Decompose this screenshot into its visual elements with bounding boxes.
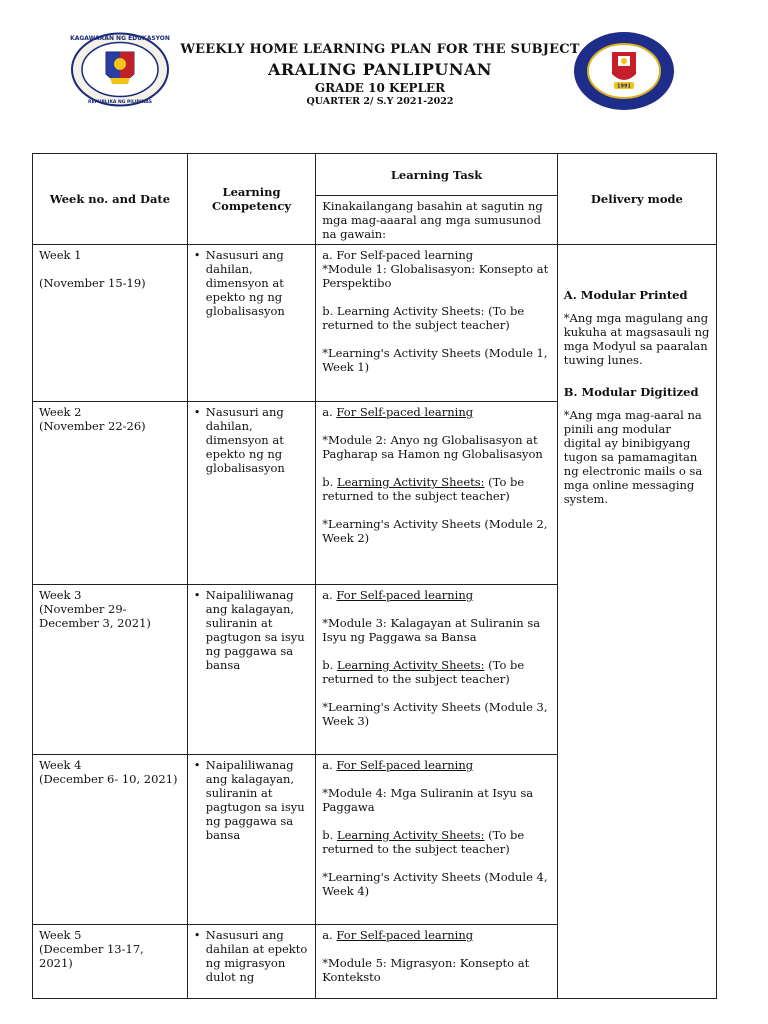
competency-cell [187,755,315,925]
modular-digitized-text: *Ang mga mag-aaral na pinili ang modular digital ay binibigyang tugon sa pamamagitan ng electronic mails o sa mga online messaging system. [563,408,703,506]
competency-cell [187,585,315,755]
self-paced-label: a. For Self-paced learning [322,248,474,262]
week-cell [33,245,188,402]
competency-text: Naipaliliwanag ang kalagayan, suliranin at pagtugon sa isyu ng paggawa sa bansa [205,758,305,842]
svg-text:REPUBLIKA NG PILIPINAS: REPUBLIKA NG PILIPINAS [87,100,153,105]
competency-text: Nasusuri ang dahilan at epekto ng migrasyon dulot ng [205,928,308,984]
week-date: (December 6- 10, 2021) [39,772,178,786]
bullet-icon: • [193,758,201,772]
self-paced-label: a. For Self-paced learning [322,588,474,602]
module-text: *Module 5: Migrasyon: Konsepto at Konteksto [322,956,530,984]
svg-text:1991: 1991 [617,83,631,90]
las-reference: *Learning's Activity Sheets (Module 4, Week 4) [322,870,548,898]
deped-seal-logo [70,32,170,107]
week-label: Week 2 [39,405,82,419]
las-label: b. Learning Activity Sheets: (To be returned to the subject teacher) [322,658,525,686]
task-cell [316,585,558,755]
week-label: Week 5 [39,928,82,942]
las-reference: *Learning's Activity Sheets (Module 1, Week 1) [322,346,548,374]
learning-plan-table [32,153,717,999]
competency-column-header: Learning Competency [187,154,315,245]
task-cell [316,402,558,585]
week-label: Week 4 [39,758,82,772]
week-date: (December 13-17, 2021) [39,942,144,970]
grade-section: GRADE 10 KEPLER [314,81,446,95]
week-column-header: Week no. and Date [33,154,188,245]
week-date: (November 29- December 3, 2021) [39,602,151,630]
modular-printed-title: A. Modular Printed [563,288,688,302]
week-label: Week 3 [39,588,82,602]
plan-title: WEEKLY HOME LEARNING PLAN FOR THE SUBJECT [180,42,580,57]
competency-text: Nasusuri ang dahilan, dimensyon at epekto ng ng globalisasyon [205,405,285,475]
bullet-icon: • [193,405,201,419]
competency-cell [187,245,315,402]
module-text: *Module 4: Mga Suliranin at Isyu sa Paggawa [322,786,534,814]
subject-title: ARALING PANLIPUNAN [267,60,492,79]
week-cell [33,585,188,755]
las-reference: *Learning's Activity Sheets (Module 2, Week 2) [322,517,548,545]
competency-text: Naipaliliwanag ang kalagayan, suliranin at pagtugon sa isyu ng paggawa sa bansa [205,588,305,672]
quarter-school-year: QUARTER 2/ S.Y 2021-2022 [306,96,454,107]
competency-text: Nasusuri ang dahilan, dimensyon at epekto ng ng globalisasyon [205,248,285,318]
week-cell [33,755,188,925]
modular-digitized-title: B. Modular Digitized [563,385,699,399]
document-header [0,0,768,140]
task-cell [316,925,558,999]
bullet-icon: • [193,928,201,942]
task-cell [316,245,558,402]
delivery-mode-cell [557,245,716,999]
week-cell [33,402,188,585]
las-label: b. Learning Activity Sheets: (To be returned to the subject teacher) [322,475,525,503]
las-label: b. Learning Activity Sheets: (To be returned to the subject teacher) [322,304,525,332]
week-cell [33,925,188,999]
self-paced-label: a. For Self-paced learning [322,928,474,942]
delivery-column-header: Delivery mode [557,154,716,245]
title-block [180,42,580,107]
task-instruction: Kinakailangang basahin at sagutin ng mga mag-aaaral ang mga sumusunod na gawain: [316,196,558,245]
task-column-header: Learning Task [316,154,558,196]
competency-cell [187,925,315,999]
bullet-icon: • [193,588,201,602]
school-seal-logo [572,30,676,112]
modular-printed-text: *Ang mga magulang ang kukuha at magsasauli ng mga Modyul sa paaralan tuwing lunes. [563,311,710,367]
module-text: *Module 2: Anyo ng Globalisasyon at Pagharap sa Hamon ng Globalisasyon [322,433,543,461]
module-text: *Module 3: Kalagayan at Suliranin sa Isyu ng Paggawa sa Bansa [322,616,541,644]
competency-cell [187,402,315,585]
las-reference: *Learning's Activity Sheets (Module 3, Week 3) [322,700,548,728]
svg-text:KAGAWARAN NG EDUKASYON: KAGAWARAN NG EDUKASYON [70,35,170,42]
task-cell [316,755,558,925]
las-label: b. Learning Activity Sheets: (To be returned to the subject teacher) [322,828,525,856]
self-paced-label: a. For Self-paced learning [322,758,474,772]
week-label: Week 1 [39,248,82,262]
week-date: (November 15-19) [39,276,146,290]
bullet-icon: • [193,248,201,262]
week-date: (November 22-26) [39,419,146,433]
module-text: *Module 1: Globalisasyon: Konsepto at Perspektibo [322,262,549,290]
self-paced-label: a. For Self-paced learning [322,405,474,419]
table-row [33,245,717,402]
